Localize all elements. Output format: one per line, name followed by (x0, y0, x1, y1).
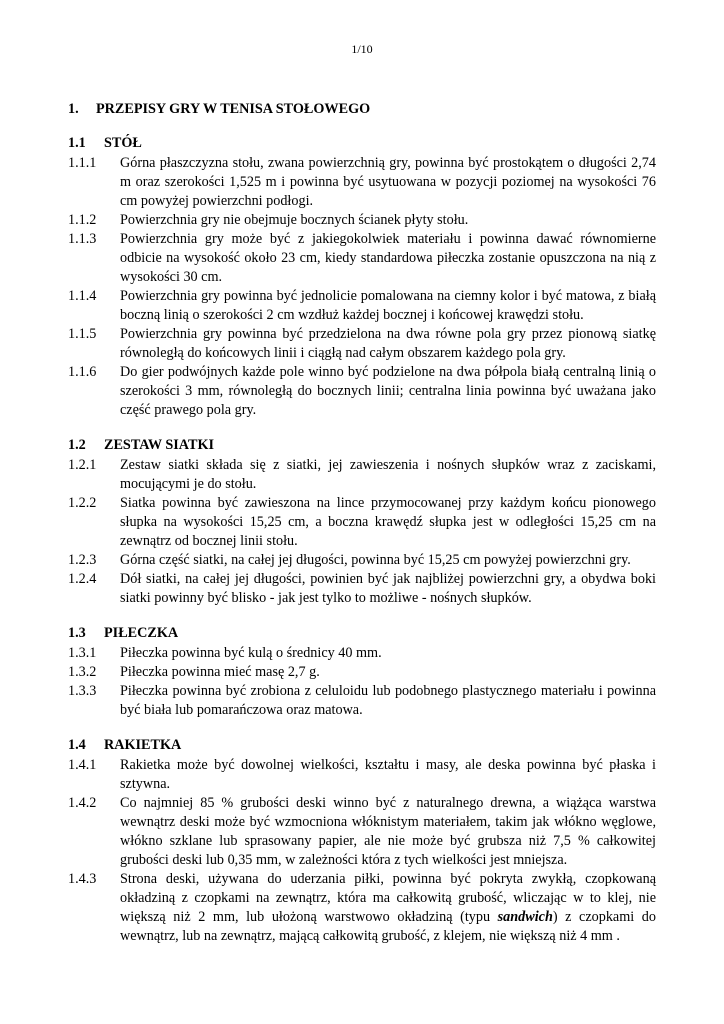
section-heading (68, 736, 656, 754)
rule-text: Do gier podwójnych każde pole winno być podzielone na dwa półpola białą centralną linią o szerokości 3 mm, równoległą do bocznych linii; centralna linia powinna być uważana jako część prawego pola gry. (120, 364, 656, 418)
rule-item (68, 230, 656, 287)
rule-item (68, 682, 656, 720)
section-heading (68, 624, 656, 642)
rule-number: 1.3.1 (68, 645, 97, 661)
rule-text: Dół siatki, na całej jej długości, powinien być jak najbliżej powierzchni gry, a obydwa boki siatki powinny być blisko - jak jest tylko to możliwe - nośnych słupków. (120, 571, 656, 606)
rule-number: 1.2.3 (68, 552, 97, 568)
rule-text: Siatka powinna być zawieszona na lince przymocowanej przy każdym końcu pionowego słupka na wysokości 15,25 cm, a boczna krawędź słupka jest w odległości 15,25 cm na zewnątrz od bocznej linii stołu. (120, 495, 656, 549)
document-title (68, 100, 656, 118)
rule-text: Powierzchnia gry może być z jakiegokolwiek materiału i powinna dawać równomierne odbicie na wysokość około 23 cm, kiedy standardowa piłeczka zostanie opuszczona na nią z wysokości 30 cm. (120, 231, 656, 285)
rule-item (68, 211, 656, 230)
section-number: 1.3 (68, 625, 86, 641)
rule-number: 1.4.2 (68, 795, 97, 811)
rule-number: 1.4.3 (68, 871, 97, 887)
rule-item (68, 494, 656, 551)
rule-item (68, 154, 656, 211)
document-title-number: 1. (68, 101, 79, 117)
rule-text: Zestaw siatki składa się z siatki, jej zawieszenia i nośnych słupków wraz z zaciskami, mocującymi je do stołu. (120, 457, 656, 492)
rule-number: 1.2.4 (68, 571, 97, 587)
rule-number: 1.4.1 (68, 757, 97, 773)
section-ball (68, 624, 656, 720)
section-title: STÓŁ (104, 135, 142, 151)
rule-number: 1.3.3 (68, 683, 97, 699)
section-title: RAKIETKA (104, 737, 182, 753)
section-net-assembly (68, 436, 656, 608)
rule-text: Piłeczka powinna być kulą o średnicy 40 mm. (120, 645, 382, 661)
rule-text: Górna płaszczyzna stołu, zwana powierzchnią gry, powinna być prostokątem o długości 2,74 m oraz szerokości 1,525 m i powinna być usytuowana w pozycji poziomej na wysokości 76 cm powyżej powierzchni podłogi. (120, 155, 656, 209)
section-title: PIŁECZKA (104, 625, 179, 641)
section-number: 1.4 (68, 737, 86, 753)
rule-number: 1.1.4 (68, 288, 97, 304)
rule-item (68, 456, 656, 494)
rule-text: Piłeczka powinna być zrobiona z celuloidu lub podobnego plastycznego materiału i powinna być biała lub pomarańczowa oraz matowa. (120, 683, 656, 718)
rule-number: 1.2.1 (68, 457, 97, 473)
rule-number: 1.1.2 (68, 212, 97, 228)
section-number: 1.2 (68, 437, 86, 453)
rule-text: Co najmniej 85 % grubości deski winno być z naturalnego drewna, a wiążąca warstwa wewnątrz deski może być wzmocniona włóknistym materiałem, takim jak włókno węglowe, włókno szklane lub sprasowany papier, ale nie może być grubsza niż 7,5 % całkowitej grubości deski lub 0,35 mm, w zależności która z tych wielkości jest mniejsza. (120, 795, 656, 868)
rule-number: 1.3.2 (68, 664, 97, 680)
document-title-text: PRZEPISY GRY W TENISA STOŁOWEGO (96, 101, 371, 117)
rule-text: Powierzchnia gry nie obejmuje bocznych ścianek płyty stołu. (120, 212, 469, 228)
rule-item (68, 794, 656, 870)
rule-text-emphasis: sandwich (497, 909, 553, 925)
rule-number: 1.1.5 (68, 326, 97, 342)
section-heading (68, 134, 656, 152)
rule-item (68, 363, 656, 420)
section-table (68, 134, 656, 420)
rule-text-part: ) z czopkami do wewnątrz, lub na zewnątrz, mającą całkowitą grubość, z klejem, nie większą niż 4 mm . (120, 909, 656, 944)
rule-text: Powierzchnia gry powinna być jednolicie pomalowana na ciemny kolor i być matowa, z białą boczną linią o szerokości 2 cm wzdłuż każdej bocznej i końcowej krawędzi stołu. (120, 288, 656, 323)
rule-text: Rakietka może być dowolnej wielkości, kształtu i masy, ale deska powinna być płaska i sztywna. (120, 757, 656, 792)
rule-item (68, 870, 656, 946)
rule-number: 1.1.1 (68, 155, 97, 171)
rule-item (68, 644, 656, 663)
page-number: 1/10 (351, 42, 373, 56)
rule-item (68, 663, 656, 682)
section-title: ZESTAW SIATKI (104, 437, 214, 453)
rule-item (68, 551, 656, 570)
rule-text: Górna część siatki, na całej jej długości, powinna być 15,25 cm powyżej powierzchni gry. (120, 552, 631, 568)
rule-text-part: Strona deski, używana do uderzania piłki, powinna być pokryta zwykłą, czopkowaną okładziną z czopkami na zewnątrz, która ma całkowitą grubość, wliczając w to klej, nie większą niż 2 mm, lub ułożoną warstwowo okładziną (typu (120, 871, 656, 925)
rule-number: 1.1.6 (68, 364, 97, 380)
rule-number: 1.2.2 (68, 495, 97, 511)
rule-text: Powierzchnia gry powinna być przedzielona na dwa równe pola gry przez pionową siatkę równoległą do końcowych linii i ciągłą nad całym obszarem każdego pola gry. (120, 326, 656, 361)
section-number: 1.1 (68, 135, 86, 151)
document-body (68, 100, 656, 962)
rule-text (120, 870, 656, 946)
rule-item (68, 287, 656, 325)
rule-item (68, 570, 656, 608)
rule-number: 1.1.3 (68, 231, 97, 247)
rule-item (68, 756, 656, 794)
section-racket (68, 736, 656, 946)
rule-text: Piłeczka powinna mieć masę 2,7 g. (120, 664, 320, 680)
section-heading (68, 436, 656, 454)
rule-item (68, 325, 656, 363)
